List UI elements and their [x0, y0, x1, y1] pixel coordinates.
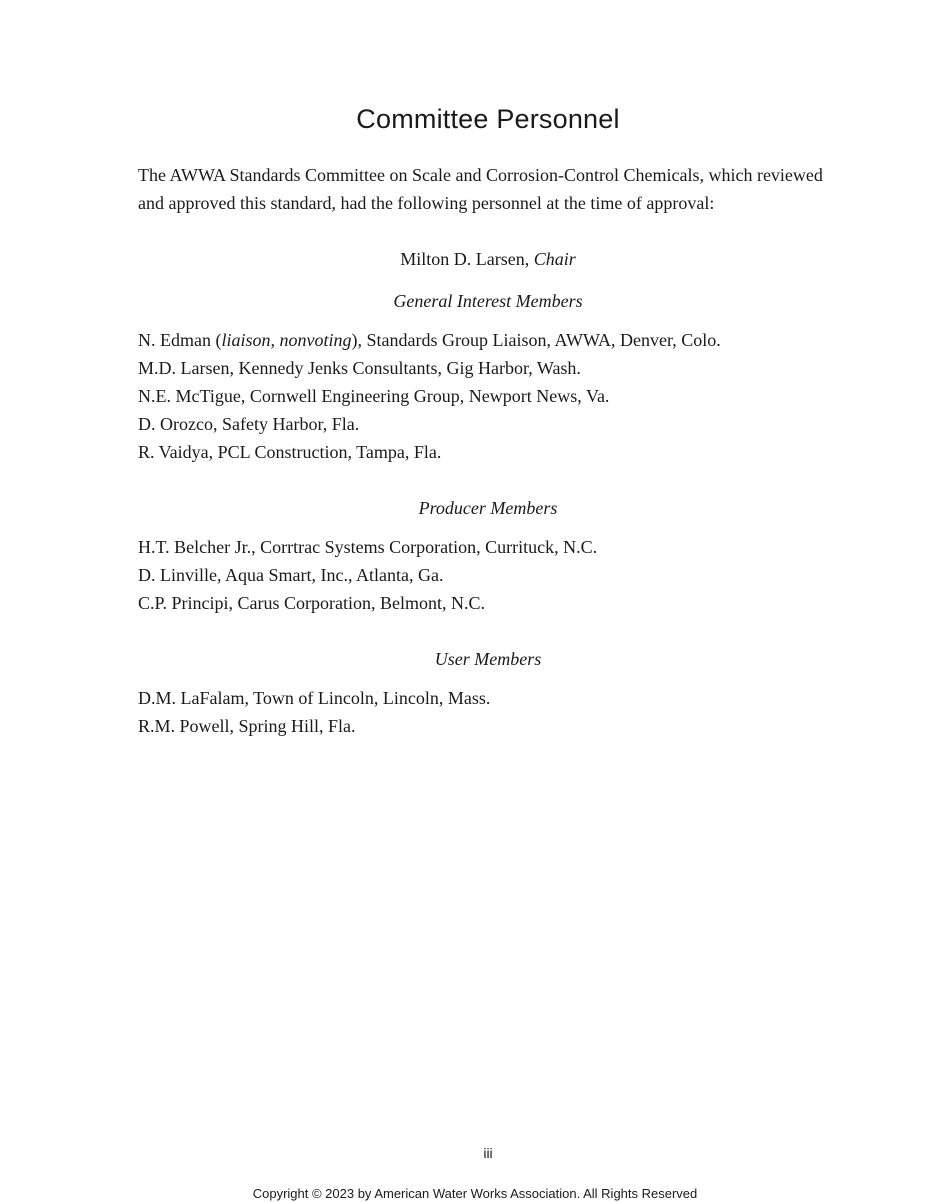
committee-chair — [0, 245, 950, 273]
general-interest-list — [138, 326, 858, 466]
member-item: C.P. Principi, Carus Corporation, Belmont, N.C. — [138, 593, 486, 613]
member-item — [138, 326, 858, 354]
member-affiliation: ), Standards Group Liaison, AWWA, Denver, Colo. — [351, 330, 721, 350]
member-item: D. Orozco, Safety Harbor, Fla. — [138, 414, 360, 434]
user-list — [138, 684, 858, 740]
chair-name: Milton D. Larsen, — [400, 249, 534, 269]
member-item: H.T. Belcher Jr., Corrtrac Systems Corporation, Currituck, N.C. — [138, 537, 598, 557]
page-number: iii — [483, 1145, 493, 1161]
general-interest-heading: General Interest Members — [393, 291, 583, 311]
chair-role: Chair — [533, 249, 576, 269]
member-item: R. Vaidya, PCL Construction, Tampa, Fla. — [138, 442, 442, 462]
page-title: Committee Personnel — [356, 104, 620, 134]
user-heading: User Members — [434, 649, 542, 669]
member-item: D.M. LaFalam, Town of Lincoln, Lincoln, Mass. — [138, 688, 491, 708]
member-note: liaison, nonvoting — [221, 330, 352, 350]
member-item: M.D. Larsen, Kennedy Jenks Consultants, Gig Harbor, Wash. — [138, 358, 581, 378]
copyright-notice: Copyright © 2023 by American Water Works Association. All Rights Reserved — [252, 1186, 698, 1201]
member-item: N.E. McTigue, Cornwell Engineering Group, Newport News, Va. — [138, 386, 610, 406]
member-item: R.M. Powell, Spring Hill, Fla. — [138, 716, 356, 736]
intro-paragraph: The AWWA Standards Committee on Scale and Corrosion-Control Chemicals, which reviewed and approved this standard, had the following personnel at the time of approval: — [138, 165, 823, 213]
producer-heading: Producer Members — [418, 498, 558, 518]
member-item: D. Linville, Aqua Smart, Inc., Atlanta, Ga. — [138, 565, 444, 585]
producer-list — [138, 533, 858, 617]
member-name-prefix: N. Edman ( — [138, 330, 222, 350]
